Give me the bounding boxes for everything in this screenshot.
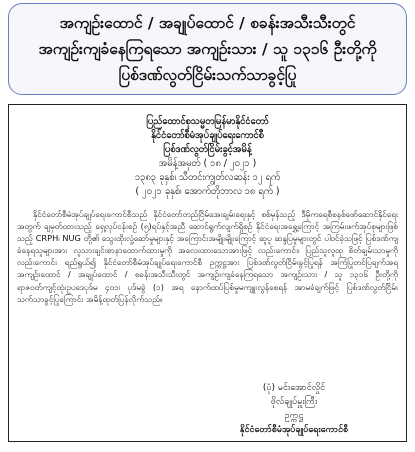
banner-line-3: ပြစ်ဒဏ်လွတ်ငြိမ်းသက်သာခွင့်ပြု xyxy=(118,66,297,84)
order-notice xyxy=(8,104,407,442)
signatory-title: ဥက္ကဋ္ဌ xyxy=(284,411,304,421)
signatory-rank: ဗိုလ်ချုပ်မှူးကြီး xyxy=(270,397,318,407)
banner-line-1: အကျဉ်းထောင် / အချုပ်ထောင် / စခန်းအသီးသီးတွင် xyxy=(59,14,356,32)
gregorian-date: ( ၂၀၂၁ ခုနှစ်၊ အောက်တိုဘာလ ၁၈ ရက် ) xyxy=(135,186,280,197)
order-header xyxy=(9,115,406,199)
order-number: အမိန့်အမှတ် ( ၁၈ / ၂၀၂၁ ) xyxy=(158,158,257,169)
myanmar-date: ၁၃၈၃ ခုနှစ်၊ သီတင်းကျွတ်လဆန်း ၁၂ ရက် xyxy=(134,172,281,183)
council-name: နိုင်ငံတော်စီမံအုပ်ချုပ်ရေးကောင်စီ xyxy=(151,130,264,141)
signature-block xyxy=(204,381,384,437)
country-name: ပြည်ထောင်စုသမ္မတမြန်မာနိုင်ငံတော် xyxy=(146,116,269,127)
order-title: ပြစ်ဒဏ်လွတ်ငြိမ်းခွင့်အမိန့် xyxy=(163,144,252,155)
order-body-paragraph: နိုင်ငံတော်စီမံအုပ်ချုပ်ရေးကောင်စီသည် နိုင်ငံတော်တည်ငြိမ်အေးချမ်းရေးနှင့် စစ်မှန်သည့် ဒီမိုကရေစီစနစ်ဖော်ဆောင်နိုင်ရေးအတွက် ချမှတ်ထားသည့် ရှေ့လုပ်ငန်းစဉ် (၅)ရပ်နှင့်အညီ ဆောင်ရွက်လျက်ရှိစဉ် နိုင်ငံရေးအရွှေ့ကြောင့် အကြမ်းဖက်အုပ်စုများဖြစ်သည့် CRPH၊ NUG တို့၏ သွေးထိုးလှုံ့ဆော်မှုများနှင့် အကြောင်းအမျိုးမျိုးကြောင့် ဆူပူ ဆန္ဒပြမှုများတွင် ပါဝင်ခဲ့သဖြင့် ပြစ်ဒဏ်ကျခံနေရသူများအား လူသားချင်းစာနာထောက်ထားမှုကို အလေးထားသောအားဖြင့် လည်းကောင်း၊ ပြည်သူလူထု စိတ်ချမ်းသာမှုကိုလည်းကောင်း ရည်ရွယ်၍ နိုင်ငံတော်စီမံအုပ်ချုပ်ရေးကောင်စီ ဥက္ကဋ္ဌအား ပြစ်ဒဏ်လွတ်ငြိမ်းခွင့်ပြုရန် အကြံပြုတင်ပြချက်အရ အကျဉ်းထောင် / အချုပ်ထောင် / စခန်းအသီးသီးတွင် အကျဉ်းကျခံနေကြရသော အကျဉ်းသား / သူ ၁၃၁၆ ဦးတို့ကို ရာဇဝတ်ကျင့်ထုံးဥပဒေပုဒ်မ ၄၀၁၊ ပုဒ်မခွဲ (၁) အရ နောက်ထပ်ပြစ်မှုမကျူးလွန်စေရန် အာမခံချက်ဖြင့် ပြစ်ဒဏ်လွတ်ငြိမ်းသက်သာခွင့်ပြုကြောင်း အမိန့်ထုတ်ပြန်လိုက်သည်။ xyxy=(17,209,398,304)
banner-line-2: အကျဉ်းကျခံနေကြရသော အကျဉ်းသား / သူ ၁၃၁၆ ဦးတို့ကို xyxy=(38,40,377,58)
announcement-banner xyxy=(8,3,407,95)
signatory-name: (ပုံ) မင်းအောင်လှိုင် xyxy=(262,383,326,393)
signatory-council: နိုင်ငံတော်စီမံအုပ်ချုပ်ရေးကောင်စီ xyxy=(239,425,349,435)
